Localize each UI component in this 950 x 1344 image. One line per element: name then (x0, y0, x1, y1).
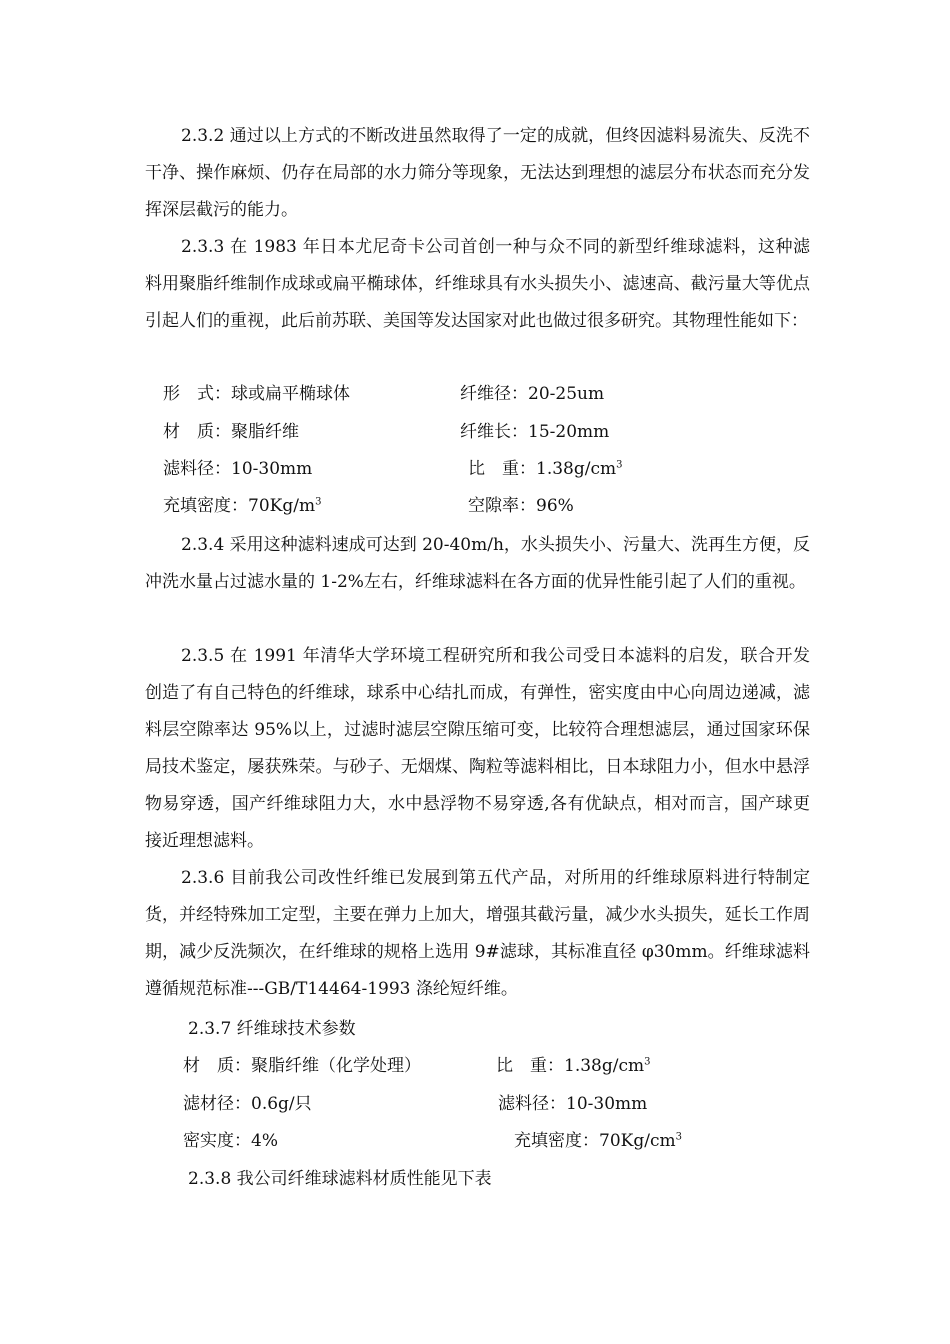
prop2-fill-density: 充填密度：$70Kg/cm^3$ (514, 1131, 682, 1151)
prop2-filter-diameter: 滤料径：10-30mm (498, 1094, 648, 1114)
paragraph-2-3-5: 2.3.5 在 1991 年清华大学环境工程研究所和我公司受日本滤料的启发，联合开发创造了有自己特色的纤维球，球系中心结扎而成，有弹性，密实度由中心向周边递减，滤料层空隙率达 95%以上，过滤时滤层空隙压缩可变，比较符合理想滤层，通过国家环保局技术鉴定，屡获殊荣。与砂子、无烟煤、陶粒等滤料相比，日本球阻力小，但水中悬浮物易穿透，国产纤维球阻力大，水中悬浮物不易穿透,各有优缺点，相对而言，国产球更接近理想滤料。 (145, 646, 810, 851)
paragraph-2-3-3: 2.3.3 在 1983 年日本尤尼奇卡公司首创一种与众不同的新型纤维球滤料，这种滤料用聚脂纤维制作成球或扁平椭球体，纤维球具有水头损失小、滤速高、截污量大等优点引起人们的重视，此后前苏联、美国等发达国家对此也做过很多研究。其物理性能如下： (145, 237, 810, 331)
prop-fiber-length: 纤维长：15-20mm (460, 422, 610, 442)
heading-2-3-7: 2.3.7 纤维球技术参数 (188, 1019, 356, 1039)
heading-2-3-8: 2.3.8 我公司纤维球滤料材质性能见下表 (188, 1169, 492, 1189)
prop2-filter-material-diameter: 滤材径：0.6g/只 (183, 1094, 312, 1114)
paragraph-2-3-2: 2.3.2 通过以上方式的不断改进虽然取得了一定的成就，但终因滤料易流失、反洗不干净、操作麻烦、仍存在局部的水力筛分等现象，无法达到理想的滤层分布状态而充分发挥深层截污的能力。 (145, 126, 810, 220)
prop-material: 材 质：聚脂纤维 (163, 422, 299, 442)
prop-filter-diameter: 滤料径：10-30mm (163, 459, 313, 479)
prop-gravity: 比 重：$1.38g/cm^3$ (468, 459, 623, 479)
paragraph-2-3-4: 2.3.4 采用这种滤料速成可达到 20-40m/h，水头损失小、污量大、洗再生方便，反冲洗水量占过滤水量的 1-2%左右，纤维球滤料在各方面的优异性能引起了人们的重视。 (145, 535, 810, 592)
prop2-density: 密实度：4% (183, 1131, 278, 1151)
prop-fiber-diameter: 纤维径：20-25um (460, 384, 605, 404)
prop2-material: 材 质：聚脂纤维（化学处理） (183, 1056, 421, 1076)
prop2-gravity: 比 重：$1.38g/cm^3$ (496, 1056, 651, 1076)
prop-form: 形 式：球或扁平椭球体 (163, 384, 350, 404)
prop-fill-density: 充填密度：$70Kg/m^3$ (163, 496, 322, 516)
paragraph-2-3-6: 2.3.6 目前我公司改性纤维已发展到第五代产品，对所用的纤维球原料进行特制定货，并经特殊加工定型，主要在弹力上加大，增强其截污量，减少水头损失，延长工作周期，减少反洗频次，在纤维球的规格上选用 9#滤球，其标准直径 φ30mm。纤维球滤料遵循规范标准---GB/T14464-1993 涤纶短纤维。 (145, 868, 810, 999)
prop-porosity: 空隙率：96% (468, 496, 574, 516)
